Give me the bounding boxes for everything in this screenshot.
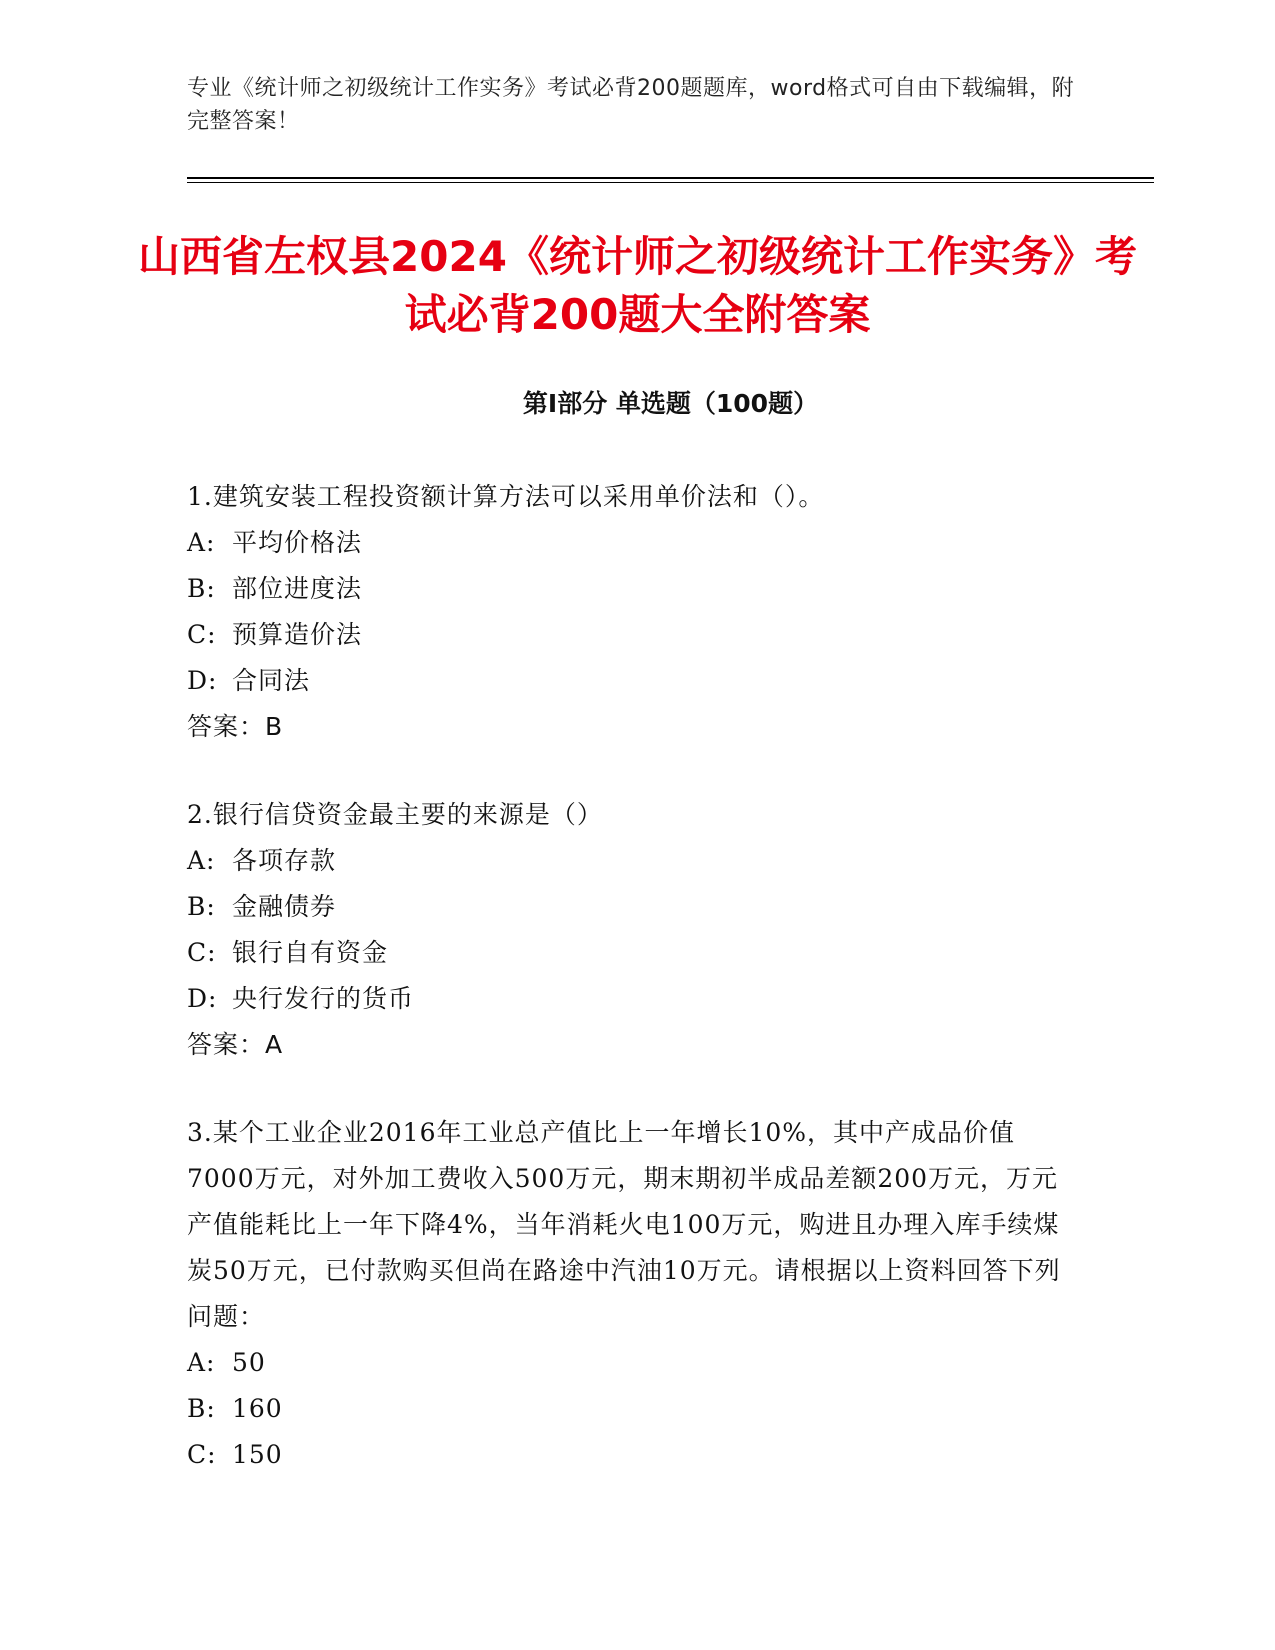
- option-c: [187, 1432, 1067, 1478]
- option-b: [187, 1386, 1067, 1432]
- option-key: B:: [187, 1394, 216, 1423]
- option-text: 160: [232, 1394, 283, 1423]
- option-text: 预算造价法: [232, 620, 363, 649]
- option-key: A:: [187, 846, 216, 875]
- option-a: [187, 838, 1067, 884]
- option-key: B:: [187, 892, 216, 921]
- option-a: [187, 520, 1067, 566]
- answer: 答案：B: [187, 712, 284, 741]
- option-text: 金融债券: [232, 892, 337, 921]
- option-d: [187, 658, 1067, 704]
- option-b: [187, 566, 1067, 612]
- question-3: [187, 1110, 1067, 1478]
- option-text: 50: [232, 1348, 266, 1377]
- option-key: D:: [187, 984, 218, 1013]
- option-text: 央行发行的货币: [232, 984, 415, 1013]
- answer: 答案：A: [187, 1030, 284, 1059]
- option-b: [187, 884, 1067, 930]
- question-stem: 1.建筑安装工程投资额计算方法可以采用单价法和（）。: [187, 482, 825, 511]
- option-text: 平均价格法: [232, 528, 363, 557]
- header-note: 专业《统计师之初级统计工作实务》考试必背200题题库，word格式可自由下载编辑，附完整答案！: [187, 76, 1075, 134]
- option-key: C:: [187, 938, 217, 967]
- document-title: 山西省左权县2024《统计师之初级统计工作实务》考试必背200题大全附答案: [138, 232, 1137, 339]
- option-text: 150: [232, 1440, 283, 1469]
- option-text: 银行自有资金: [232, 938, 389, 967]
- header-divider-thin: [187, 182, 1154, 183]
- question-stem: 3.某个工业企业2016年工业总产值比上一年增长10%，其中产成品价值7000万元，对外加工费收入500万元，期末期初半成品差额200万元，万元产值能耗比上一年下降4%，当年消耗火电100万元，购进且办理入库手续煤炭50万元，已付款购买但尚在路途中汽油10万元。请根据以上资料回答下列问题：: [187, 1118, 1061, 1331]
- option-text: 各项存款: [232, 846, 337, 875]
- option-text: 部位进度法: [232, 574, 363, 603]
- section-title: 第Ⅰ部分 单选题（100题）: [522, 389, 819, 418]
- question-2: [187, 792, 1067, 1068]
- option-key: B:: [187, 574, 216, 603]
- header-divider-thick: [187, 177, 1154, 179]
- option-c: [187, 930, 1067, 976]
- option-c: [187, 612, 1067, 658]
- option-d: [187, 976, 1067, 1022]
- option-a: [187, 1340, 1067, 1386]
- question-1: [187, 474, 1067, 750]
- option-text: 合同法: [232, 666, 311, 695]
- option-key: A:: [187, 528, 216, 557]
- option-key: C:: [187, 1440, 217, 1469]
- question-stem: 2.银行信贷资金最主要的来源是（）: [187, 800, 603, 829]
- option-key: A:: [187, 1348, 216, 1377]
- option-key: C:: [187, 620, 217, 649]
- option-key: D:: [187, 666, 218, 695]
